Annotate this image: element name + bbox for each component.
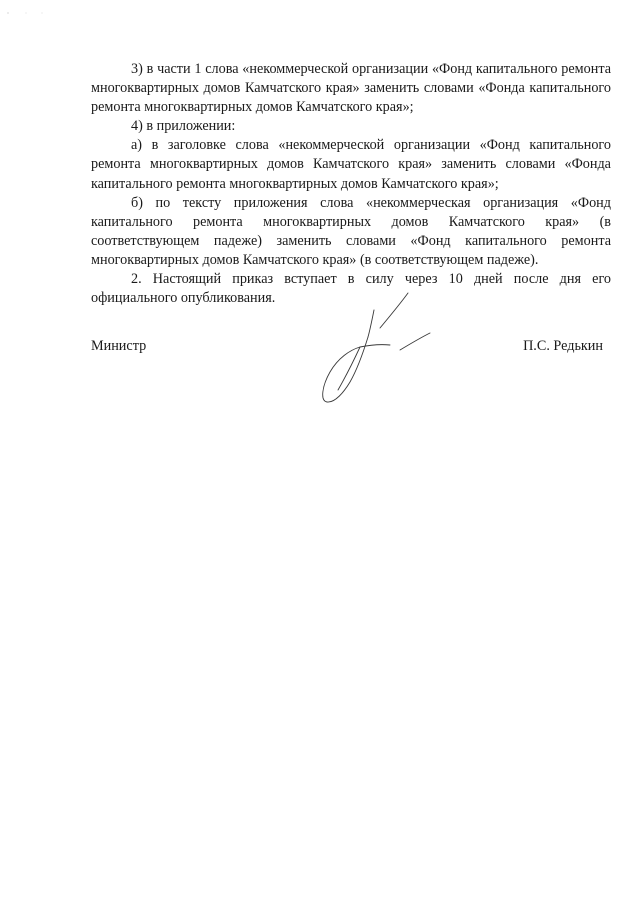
- paragraph-part-1-amendment: 3) в части 1 слова «некоммерческой организации «Фонд капитального ремонта многоквартирных домов Камчатского края» заменить словами «Фонда капитального ремонта многоквартирных домов Камчатского края»;: [91, 61, 611, 116]
- scan-corner-mark: [6, 10, 46, 16]
- document-body: [91, 60, 611, 308]
- paragraph-appendix-title-amendment: а) в заголовке слова «некоммерческой организации «Фонд капитального ремонта многоквартирных домов Камчатского края» заменить словами «Фонда капитального ремонта многоквартирных домов Камчатского края»;: [91, 137, 611, 192]
- paragraph-appendix-text-amendment: б) по тексту приложения слова «некоммерческая организация «Фонд капитального ремонта многоквартирных домов Камчатского края» (в соответствующем падеже) заменить словами «Фонд капитального ремонта многоквартирных домов Камчатского края» (в соответствующем падеже).: [91, 194, 611, 268]
- paragraph-appendix-heading: 4) в приложении:: [131, 118, 236, 135]
- signature-block: [91, 338, 611, 368]
- signatory-name: П.С. Редькин: [523, 338, 603, 354]
- signatory-role: Министр: [91, 338, 147, 354]
- paragraph-effective-date: 2. Настоящий приказ вступает в силу через 10 дней после дня его официального опубликования.: [91, 271, 611, 307]
